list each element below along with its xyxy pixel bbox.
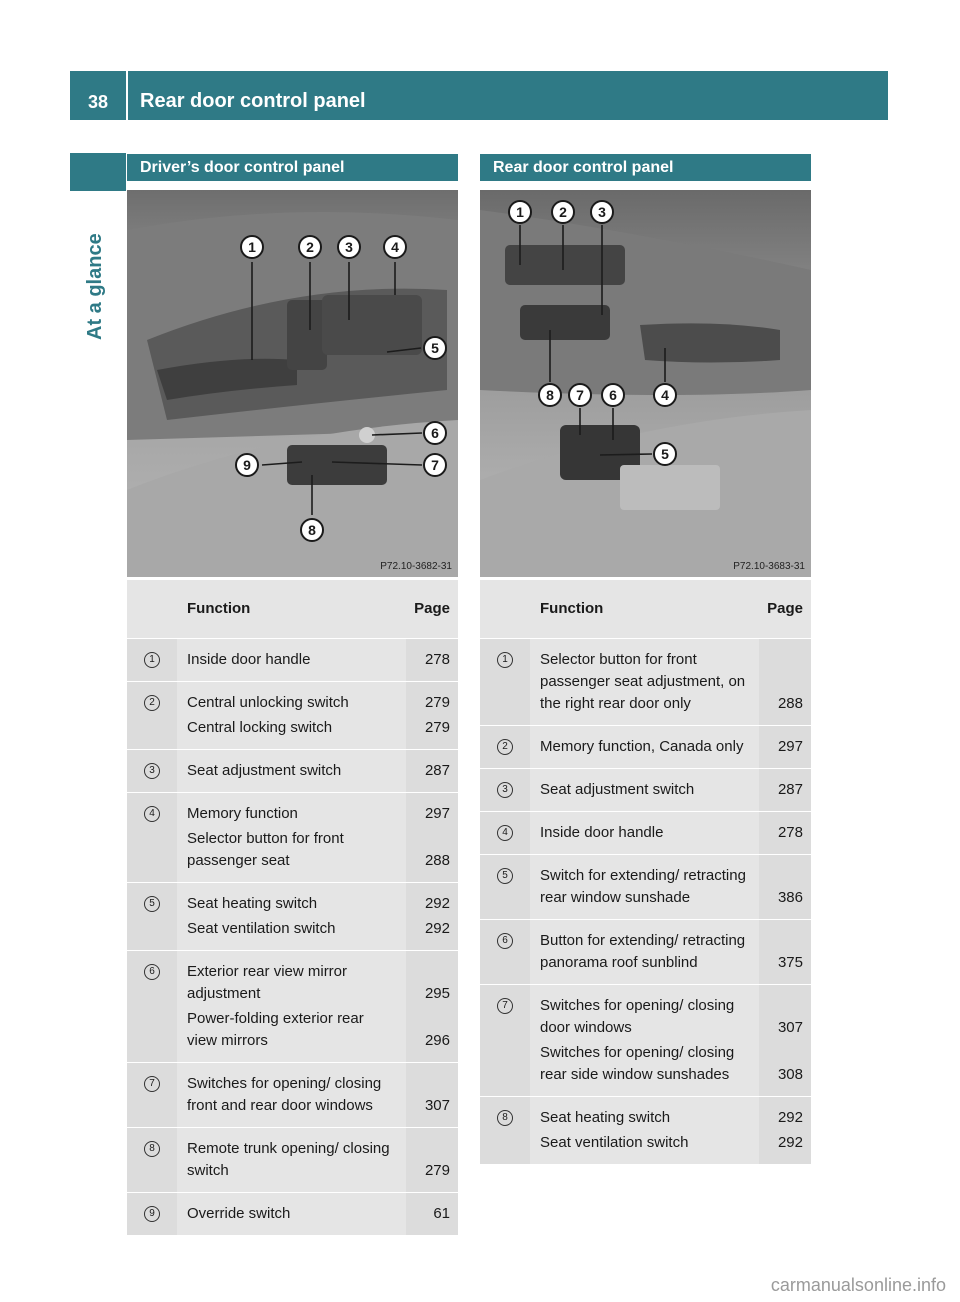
left-callout-1: 1 — [240, 235, 264, 259]
function-text: Button for extending/ retracting panorama roof sunblind — [540, 932, 746, 971]
right-callout-6: 6 — [601, 383, 625, 407]
function-text: Seat heating switch — [540, 1109, 671, 1126]
page-ref: 295 — [424, 985, 450, 1002]
function-cell — [177, 883, 406, 951]
function-text: Switches for opening/ closing front and rear door windows — [187, 1075, 382, 1114]
function-cell — [530, 726, 759, 769]
function-text: Selector button for front passenger seat adjustment, on the right rear door only — [540, 651, 746, 712]
row-number-circle: 3 — [144, 763, 160, 779]
right-callout-2: 2 — [551, 200, 575, 224]
table-row — [480, 812, 811, 855]
function-text: Switch for extending/ retracting rear window sunshade — [540, 867, 746, 906]
row-number — [480, 920, 530, 985]
row-number — [480, 985, 530, 1097]
left-callout-3: 3 — [337, 235, 361, 259]
page-ref: 61 — [433, 1205, 450, 1222]
function-text: Power-folding exterior rear view mirrors — [187, 1010, 364, 1049]
function-text: Seat ventilation switch — [540, 1134, 689, 1151]
function-text: Switches for opening/ closing door windows — [540, 997, 735, 1036]
page-ref: 287 — [777, 781, 803, 798]
left-photo-code: P72.10-3682-31 — [380, 561, 452, 572]
page-number: 38 — [87, 92, 109, 112]
table-row — [480, 855, 811, 920]
row-number-circle: 4 — [497, 825, 513, 841]
page-ref: 292 — [424, 920, 450, 937]
table-row — [480, 1097, 811, 1165]
row-number — [127, 1063, 177, 1128]
page-ref: 278 — [777, 824, 803, 841]
function-cell — [530, 769, 759, 812]
page-ref: 287 — [424, 762, 450, 779]
table-row — [127, 1193, 458, 1236]
table-row — [127, 1128, 458, 1193]
page-ref: 279 — [424, 719, 450, 736]
row-number-circle: 7 — [497, 998, 513, 1014]
footer-watermark: carmanualsonline.info — [770, 1275, 946, 1295]
page-cell — [759, 726, 811, 769]
table-row — [480, 769, 811, 812]
page-ref: 279 — [424, 694, 450, 711]
row-number-circle: 9 — [144, 1206, 160, 1222]
row-number-circle: 6 — [144, 964, 160, 980]
function-cell — [177, 1128, 406, 1193]
row-number-circle: 3 — [497, 782, 513, 798]
function-text: Override switch — [187, 1205, 291, 1222]
function-text: Seat adjustment switch — [540, 781, 695, 798]
page-ref: 297 — [424, 805, 450, 822]
right-callout-1: 1 — [508, 200, 532, 224]
page-cell — [406, 1193, 458, 1236]
function-text: Central locking switch — [187, 719, 333, 736]
page-cell — [759, 769, 811, 812]
page-cell — [759, 985, 811, 1097]
row-number — [480, 639, 530, 726]
page-cell — [759, 812, 811, 855]
function-text: Selector button for front passenger seat — [187, 830, 344, 869]
function-cell — [530, 855, 759, 920]
left-callout-8: 8 — [300, 518, 324, 542]
right-callout-5: 5 — [653, 442, 677, 466]
page-cell — [759, 1097, 811, 1165]
right-table-header — [480, 580, 811, 639]
function-text: Seat ventilation switch — [187, 920, 336, 937]
page-ref: 307 — [424, 1097, 450, 1114]
function-cell — [530, 1097, 759, 1165]
row-number-circle: 4 — [144, 806, 160, 822]
row-number-circle: 5 — [497, 868, 513, 884]
table-row — [480, 920, 811, 985]
function-text: Remote trunk opening/ closing switch — [187, 1140, 390, 1179]
left-callout-9: 9 — [235, 453, 259, 477]
row-number-circle: 2 — [144, 695, 160, 711]
page-cell — [406, 883, 458, 951]
page-ref: 296 — [424, 1032, 450, 1049]
right-function-table — [480, 580, 811, 1165]
function-text: Memory function, Canada only — [540, 738, 744, 755]
right-callout-4: 4 — [653, 383, 677, 407]
page-ref: 288 — [424, 852, 450, 869]
function-cell — [177, 1193, 406, 1236]
row-number — [127, 951, 177, 1063]
page-ref: 308 — [777, 1066, 803, 1083]
page-ref: 292 — [777, 1109, 803, 1126]
table-row — [127, 951, 458, 1063]
page-cell — [406, 639, 458, 682]
table-row — [127, 750, 458, 793]
left-table-header — [127, 580, 458, 639]
function-text: Exterior rear view mirror adjustment — [187, 963, 348, 1002]
row-number-circle: 8 — [144, 1141, 160, 1157]
function-text: Inside door handle — [540, 824, 664, 841]
table-row — [480, 985, 811, 1097]
left-callout-7: 7 — [423, 453, 447, 477]
row-number-circle: 7 — [144, 1076, 160, 1092]
row-number — [480, 855, 530, 920]
function-cell — [530, 639, 759, 726]
page-cell — [759, 855, 811, 920]
function-text: Seat heating switch — [187, 895, 318, 912]
page-ref: 288 — [777, 695, 803, 712]
side-tab-label: At a glance — [84, 233, 106, 340]
row-number — [480, 726, 530, 769]
left-callout-5: 5 — [423, 336, 447, 360]
right-photo-code: P72.10-3683-31 — [733, 561, 805, 572]
page-ref: 292 — [777, 1134, 803, 1151]
function-cell — [177, 793, 406, 883]
page-ref: 307 — [777, 1019, 803, 1036]
row-number — [127, 750, 177, 793]
page-cell — [406, 951, 458, 1063]
function-cell — [177, 639, 406, 682]
right-callout-7: 7 — [568, 383, 592, 407]
table-row — [127, 793, 458, 883]
row-number — [127, 793, 177, 883]
row-number-circle: 6 — [497, 933, 513, 949]
function-text: Central unlocking switch — [187, 694, 349, 711]
function-text: Memory function — [187, 805, 298, 822]
page-cell — [406, 750, 458, 793]
row-number — [480, 1097, 530, 1165]
row-number — [127, 1128, 177, 1193]
page-ref: 278 — [424, 651, 450, 668]
function-text: Seat adjustment switch — [187, 762, 342, 779]
function-cell — [177, 750, 406, 793]
table-row — [480, 639, 811, 726]
left-callout-2: 2 — [298, 235, 322, 259]
function-text: Inside door handle — [187, 651, 311, 668]
left-col-function: Function — [177, 580, 406, 639]
page-ref: 279 — [424, 1162, 450, 1179]
right-callout-3: 3 — [590, 200, 614, 224]
function-text: Switches for opening/ closing rear side window sunshades — [540, 1044, 735, 1083]
page-cell — [759, 639, 811, 726]
right-section-heading: Rear door control panel — [480, 154, 811, 181]
left-section-heading: Driver’s door control panel — [127, 154, 458, 181]
header-divider — [126, 71, 128, 120]
row-number — [127, 682, 177, 750]
side-tab-block — [70, 153, 126, 191]
right-col-page: Page — [759, 580, 811, 639]
row-number — [480, 769, 530, 812]
row-number — [127, 639, 177, 682]
page-cell — [406, 1063, 458, 1128]
page-cell — [406, 1128, 458, 1193]
row-number — [480, 812, 530, 855]
row-number-circle: 5 — [144, 896, 160, 912]
row-number-circle: 8 — [497, 1110, 513, 1126]
function-cell — [177, 951, 406, 1063]
right-callout-8: 8 — [538, 383, 562, 407]
right-col-function: Function — [530, 580, 759, 639]
table-row — [480, 726, 811, 769]
function-cell — [177, 1063, 406, 1128]
page-ref: 297 — [777, 738, 803, 755]
page-cell — [759, 920, 811, 985]
table-row — [127, 682, 458, 750]
rear-door-photo — [480, 190, 811, 577]
page-title: Rear door control panel — [140, 90, 366, 112]
function-cell — [530, 920, 759, 985]
row-number-circle: 1 — [497, 652, 513, 668]
page-cell — [406, 793, 458, 883]
table-row — [127, 1063, 458, 1128]
row-number — [127, 1193, 177, 1236]
left-callout-4: 4 — [383, 235, 407, 259]
page-ref: 386 — [777, 889, 803, 906]
table-row — [127, 639, 458, 682]
page-ref: 375 — [777, 954, 803, 971]
row-number — [127, 883, 177, 951]
row-number-circle: 2 — [497, 739, 513, 755]
function-cell — [530, 985, 759, 1097]
page-ref: 292 — [424, 895, 450, 912]
function-cell — [177, 682, 406, 750]
left-callout-6: 6 — [423, 421, 447, 445]
drivers-door-photo — [127, 190, 458, 577]
row-number-circle: 1 — [144, 652, 160, 668]
table-row — [127, 883, 458, 951]
page-cell — [406, 682, 458, 750]
function-cell — [530, 812, 759, 855]
left-function-table — [127, 580, 458, 1236]
left-col-page: Page — [406, 580, 458, 639]
